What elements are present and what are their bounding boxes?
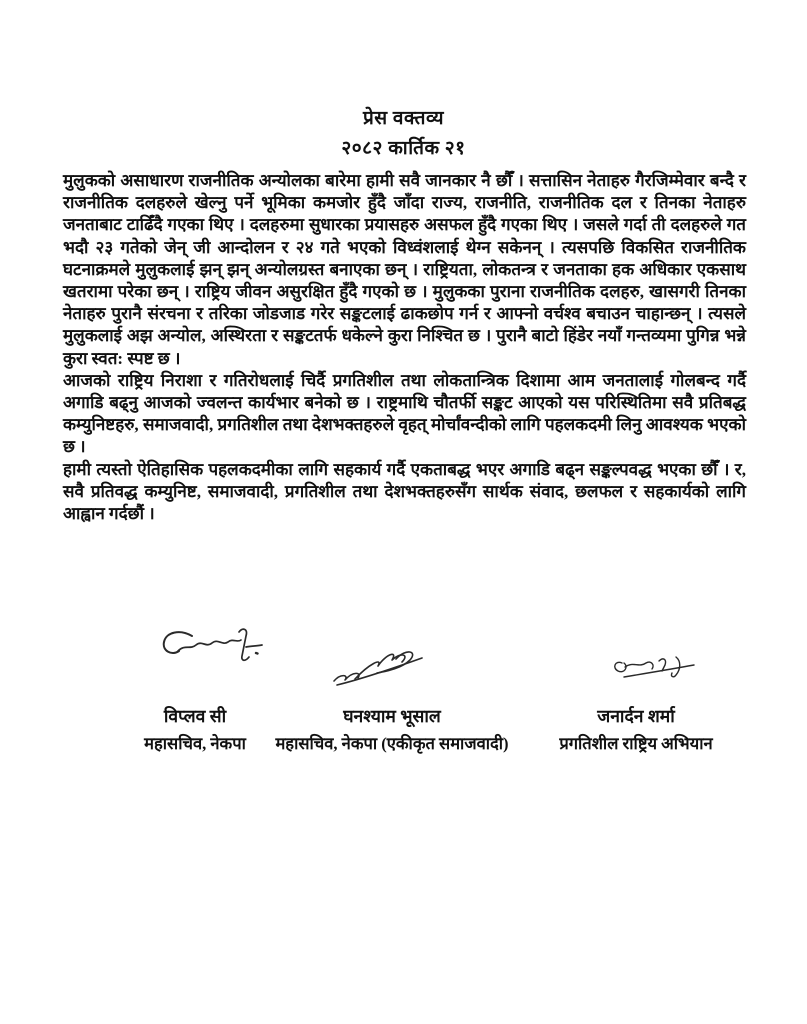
- signatory-2: [256, 704, 528, 754]
- document-body: [63, 170, 746, 525]
- signatory-1-role: महासचिव, नेकपा: [144, 734, 246, 753]
- paragraph-3: हामी त्यस्तो ऐतिहासिक पहलकदमीका लागि सहकार्य गर्दै एकताबद्ध भएर अगाडि बढ्न सङ्कल्पवद्ध भएका छौँ । र, सवै प्रतिवद्ध कम्युनिष्ट, समाजवादी, प्रगतिशील तथा देशभक्तहरुसँग सार्थक संवाद, छलफल र सहकार्यको लागि आह्वान गर्दछौं ।: [63, 459, 746, 524]
- signature-3-image: [606, 652, 698, 686]
- paragraph-1: मुलुकको असाधारण राजनीतिक अन्योलका बारेमा हामी सवै जानकार नै छौँ । सत्तासिन नेताहरु गैरजिम्मेवार बन्दै र राजनीतिक दलहरुले खेल्नु पर्ने भूमिका कमजोर हुँदै जाँदा राज्य, राजनीति, राजनीतिक दल र तिनका नेताहरु जनताबाट टाढिँदै गएका थिए । दलहरुमा सुधारका प्रयासहरु असफल हुँदै गएका थिए । जसले गर्दा ती दलहरुले गत भदौ २३ गतेको जेन् जी आन्दोलन र २४ गते भएको विध्वंशलाई थेग्न सकेनन् । त्यसपछि विकसित राजनीतिक घटनाक्रमले मुलुकलाई झन् झन् अन्योलग्रस्त बनाएका छन् । राष्ट्रियता, लोकतन्त्र र जनताका हक अधिकार एकसाथ खतरामा परेका छन् । राष्ट्रिय जीवन असुरक्षित हुँदै गएको छ । मुलुकका पुराना राजनीतिक दलहरु, खासगरी तिनका नेताहरु पुरानै संरचना र तरिका जोडजाड गरेर सङ्कटलाई ढाकछोप गर्न र आफ्नो वर्चश्व बचाउन चाहान्छन् । त्यसले मुलुकलाई अझ अन्योल, अस्थिरता र सङ्कटतर्फ धकेल्ने कुरा निश्चित छ । पुरानै बाटो हिंडेर नयाँ गन्तव्यमा पुगिन्न भन्ने कुरा स्वत: स्पष्ट छ ।: [63, 171, 746, 368]
- paragraph-2: आजको राष्ट्रिय निराशा र गतिरोधलाई चिर्दै प्रगतिशील तथा लोकतान्त्रिक दिशामा आम जनतालाई गोलबन्द गर्दै अगाडि बढ्नु आजको ज्वलन्त कार्यभार बनेको छ । राष्ट्रमाथि चौतर्फी सङ्कट आएको यस परिस्थितिमा सवै प्रतिबद्ध कम्युनिष्टहरु, समाजवादी, प्रगतिशील तथा देशभक्तहरुले वृहत् मोर्चांवन्दीको लागि पहलकदमी लिनु आवश्यक भएको छ ।: [63, 370, 746, 457]
- signatory-3: [526, 704, 746, 754]
- signatory-1-name: विप्लव सी: [163, 706, 227, 726]
- signatory-3-name: जनार्दन शर्मा: [597, 706, 675, 726]
- document-title: प्रेस वक्तव्य: [362, 108, 444, 129]
- signature-2-image: [328, 644, 426, 690]
- signatory-2-role: महासचिव, नेकपा (एकीकृत समाजवादी): [275, 734, 509, 753]
- signature-1-image: [152, 620, 270, 672]
- signatory-3-role: प्रगतिशील राष्ट्रिय अभियान: [559, 734, 713, 753]
- signatory-2-name: घनश्याम भूसाल: [343, 706, 441, 726]
- document-header: [0, 104, 807, 160]
- document-date: २०८२ कार्तिक २१: [341, 138, 466, 159]
